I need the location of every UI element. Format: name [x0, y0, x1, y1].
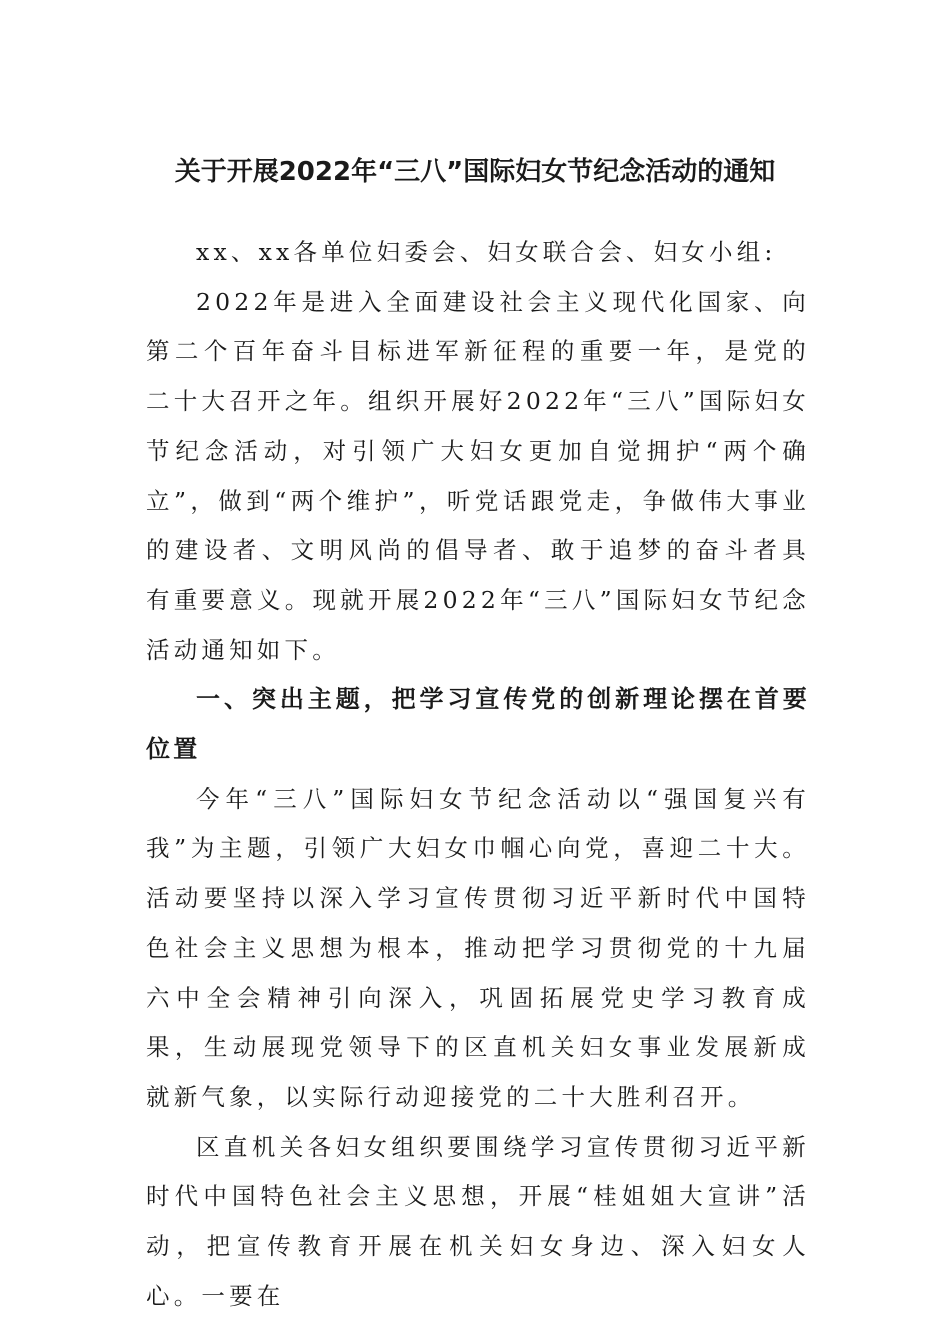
salutation: xx、xx各单位妇委会、妇女联合会、妇女小组: [196, 238, 777, 266]
document-body [146, 228, 810, 1321]
document-title: 关于开展2022年“三八”国际妇女节纪念活动的通知 [174, 157, 776, 187]
paragraph-activities: 区直机关各妇女组织要围绕学习宣传贯彻习近平新时代中国特色社会主义思想，开展“桂姐姐大宣讲”活动，把宣传教育开展在机关妇女身边、深入妇女人心。一要在 [146, 1132, 810, 1310]
section-1-heading: 一、突出主题，把学习宣传党的创新理论摆在首要位置 [146, 685, 810, 764]
paragraph-theme: 今年“三八”国际妇女节纪念活动以“强国复兴有我”为主题，引领广大妇女巾帼心向党，喜迎二十大。活动要坚持以深入学习宣传贯彻习近平新时代中国特色社会主义思想为根本，推动把学习贯彻党的十九届六中全会精神引向深入，巩固拓展党史学习教育成果，生动展现党领导下的区直机关妇女事业发展新成就新气象，以实际行动迎接党的二十大胜利召开。 [146, 784, 810, 1111]
paragraph-intro: 2022年是进入全面建设社会主义现代化国家、向第二个百年奋斗目标进军新征程的重要一年，是党的二十大召开之年。组织开展好2022年“三八”国际妇女节纪念活动，对引领广大妇女更加自觉拥护“两个确立”，做到“两个维护”，听党话跟党走，争做伟大事业的建设者、文明风尚的倡导者、敢于追梦的奋斗者具有重要意义。现就开展2022年“三八”国际妇女节纪念活动通知如下。 [146, 287, 810, 664]
